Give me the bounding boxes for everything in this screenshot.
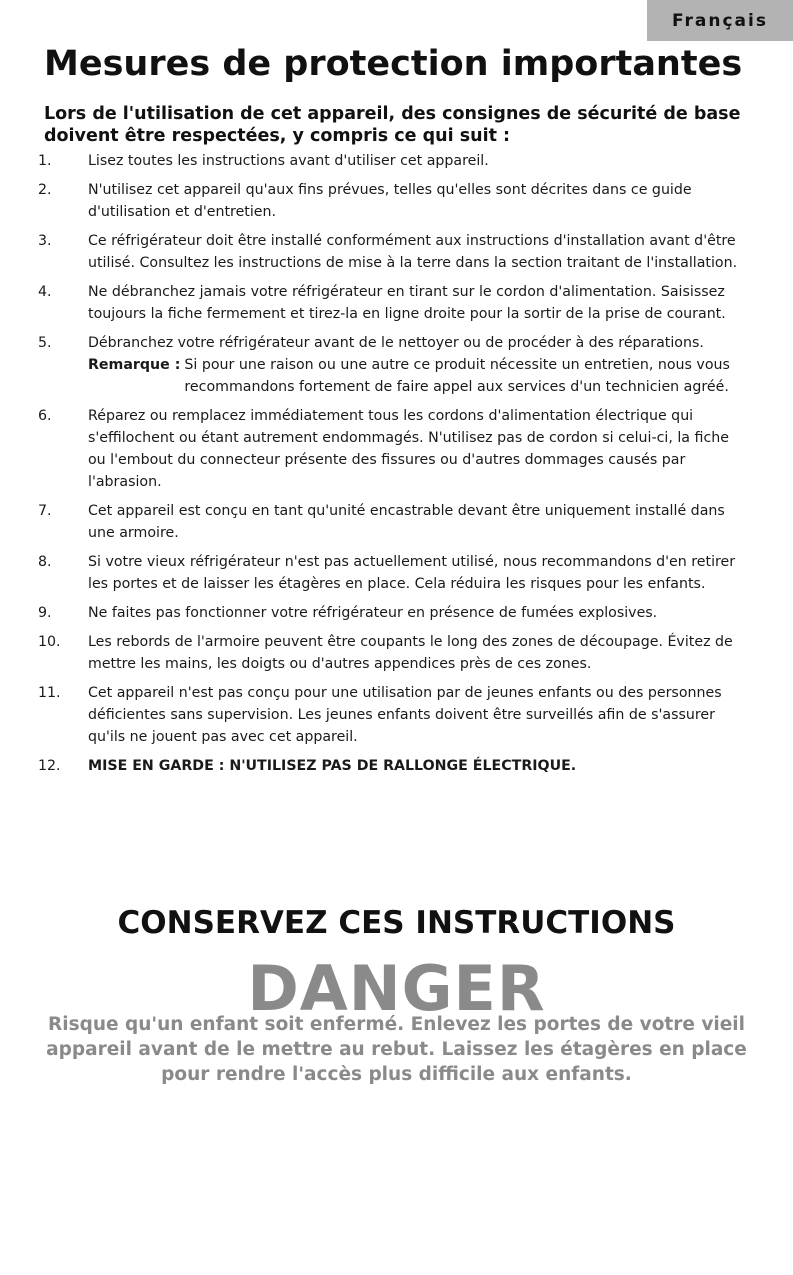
note-text: Si pour une raison ou une autre ce produit nécessite un entretien, nous vous recommandons fortement de faire appel aux services d'un technicien agréé. [184,357,730,395]
list-item [38,332,744,398]
repair-note [88,354,744,398]
intro-text: Lors de l'utilisation de cet appareil, des consignes de sécurité de base doivent être respectées, y compris ce qui suit : [44,104,741,146]
list-item [38,631,744,675]
save-instructions-heading: CONSERVEZ CES INSTRUCTIONS [117,905,676,941]
list-item [38,682,744,748]
list-item [38,179,744,223]
item-number: 7. [38,503,52,519]
item-number: 5. [38,335,52,351]
item-text: Lisez toutes les instructions avant d'utiliser cet appareil. [88,153,489,169]
item-text: Ne faites pas fonctionner votre réfrigérateur en présence de fumées explosives. [88,605,658,621]
item-number: 10. [38,634,61,650]
list-item [38,150,744,172]
item-text: Cet appareil est conçu en tant qu'unité encastrable devant être uniquement installé dans une armoire. [88,503,725,541]
item-text: Si votre vieux réfrigérateur n'est pas actuellement utilisé, nous recommandons d'en retirer les portes et de laisser les étagères en place. Cela réduira les risques pour les enfants. [88,554,736,592]
list-item [38,281,744,325]
item-number: 6. [38,408,52,424]
item-text: Les rebords de l'armoire peuvent être coupants le long des zones de découpage. Évitez de mettre les mains, les doigts ou d'autres appendices près de ces zones. [88,634,733,672]
list-item [38,755,744,777]
list-item [38,405,744,493]
safety-rules-list [38,150,744,784]
extension-cord-warning: MISE EN GARDE : N'UTILISEZ PAS DE RALLONGE ÉLECTRIQUE. [88,758,577,774]
list-item [38,551,744,595]
list-item [38,500,744,544]
danger-heading: DANGER [247,952,546,1025]
item-text: Ne débranchez jamais votre réfrigérateur en tirant sur le cordon d'alimentation. Saisissez toujours la fiche fermement et tirez-la en ligne droite pour la sortir de la prise de courant. [88,284,726,322]
page-title: Mesures de protection importantes [44,44,743,84]
list-item [38,602,744,624]
item-text: Réparez ou remplacez immédiatement tous les cordons d'alimentation électrique qui s'effilochent ou étant autrement endommagés. N'utilisez pas de cordon si celui-ci, la fiche ou l'embout du connecteur présente des fissures ou d'autres dommages causés par l'abrasion. [88,408,729,490]
item-number: 12. [38,758,61,774]
item-number: 9. [38,605,52,621]
item-number: 3. [38,233,52,249]
item-number: 2. [38,182,52,198]
danger-text: Risque qu'un enfant soit enfermé. Enlevez les portes de votre vieil appareil avant de le mettre au rebut. Laissez les étagères en place pour rendre l'accès plus difficile aux enfants. [46,1014,747,1085]
item-number: 1. [38,153,52,169]
list-item [38,230,744,274]
item-text: Ce réfrigérateur doit être installé conformément aux instructions d'installation avant d'être utilisé. Consultez les instructions de mise à la terre dans la section traitant de l'installation. [88,233,738,271]
item-number: 4. [38,284,52,300]
item-text: Cet appareil n'est pas conçu pour une utilisation par de jeunes enfants ou des personnes déficientes sans supervision. Les jeunes enfants doivent être surveillés afin de s'assurer qu'ils ne jouent pas avec cet appareil. [88,685,722,745]
item-text: N'utilisez cet appareil qu'aux fins prévues, telles qu'elles sont décrites dans ce guide d'utilisation et d'entretien. [88,182,692,220]
note-label: Remarque : [88,357,181,373]
item-number: 8. [38,554,52,570]
item-number: 11. [38,685,61,701]
item-text: Débranchez votre réfrigérateur avant de le nettoyer ou de procéder à des réparations. [88,335,704,351]
language-tab: Français [647,0,793,41]
